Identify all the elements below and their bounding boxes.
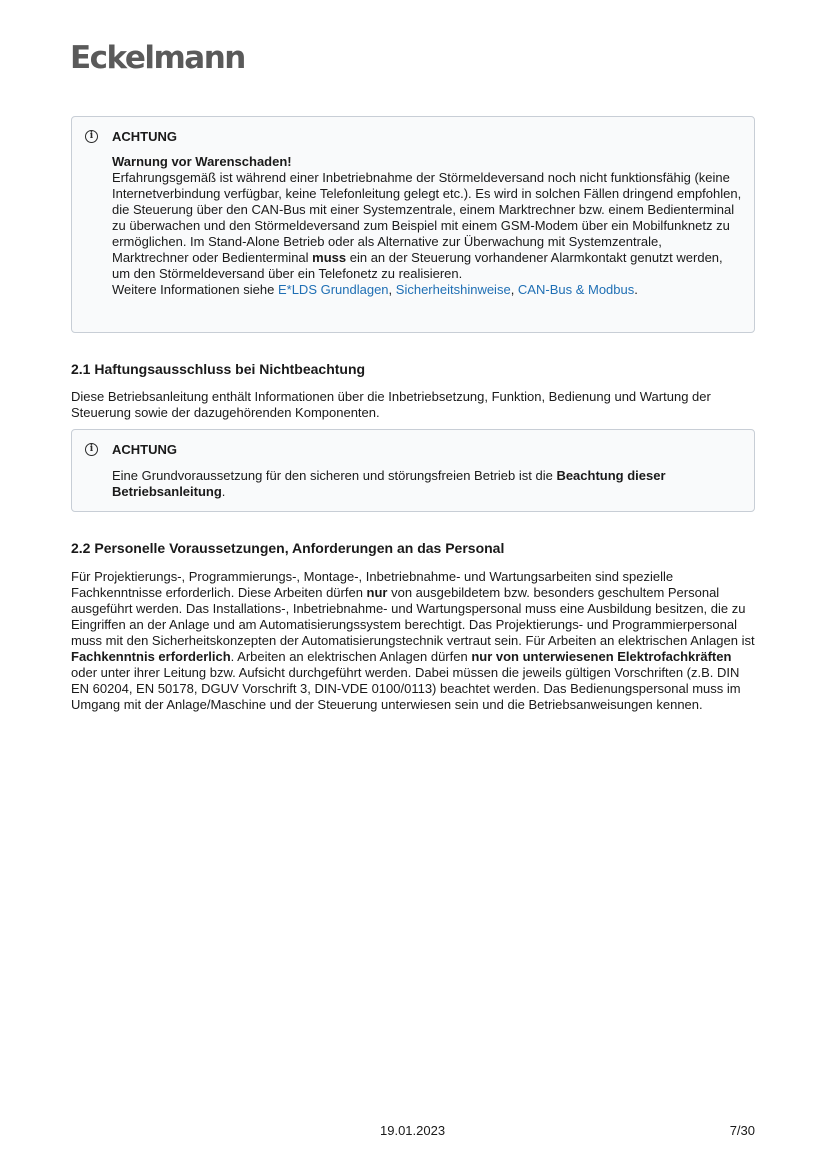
paragraph-bold: nur (366, 585, 388, 600)
section-number: 2.2 (71, 540, 91, 556)
more-info-end: . (634, 282, 638, 297)
section-heading-2-1 (71, 360, 365, 378)
section-title: Haftungsausschluss bei Nichtbeachtung (94, 361, 366, 377)
info-circle-icon: i (85, 130, 98, 143)
callout-text-part: ein an der Steuerung vorhandener Alarmkontakt genutzt werden, um den Störmeldeversand über ein Telefonetz zu realisieren. (112, 250, 723, 281)
callout-text-part: Erfahrungsgemäß ist während einer Inbetriebnahme der Störmeldeversand noch nicht funktionsfähig (keine Internetverbindung verfügbar, keine Telefonleitung gelegt etc.). Es wird in solchen Fällen dringend empfohlen, die Steuerung über den CAN-Bus mit einer Systemzentrale, einem Marktrechner bzw. einem Bedienterminal zu überwachen und den Störmeldeversand zum Beispiel mit einem GSM-Modem über ein Mobilfunknetz zu ermöglichen. Im Stand-Alone Betrieb oder als Alternative zur Überwachung mit Systemzentrale, Marktrechner oder Bedienterminal (112, 170, 742, 265)
paragraph-part: Für Projektierungs-, Programmierungs-, Montage-, Inbetriebnahme- und Wartungsarbeiten sind spezielle Fachkenntnisse erforderlich. Diese Arbeiten dürfen (71, 569, 674, 600)
paragraph-bold: nur von unterwiesenen Elektrofachkräften (471, 649, 732, 664)
paragraph-bold: Fachkenntnis erforderlich (71, 649, 231, 664)
callout-text-bold: Beachtung dieser Betriebsanleitung (112, 468, 666, 499)
callout-more-info (112, 282, 742, 298)
footer-date: 19.01.2023 (380, 1123, 446, 1138)
section-heading-2-2 (71, 539, 504, 557)
callout-body (112, 468, 742, 500)
attention-callout (71, 429, 755, 512)
callout-text-bold: muss (312, 250, 347, 265)
callout-text-part: . (221, 484, 226, 499)
link-separator: , (388, 282, 396, 297)
section-number: 2.1 (71, 361, 91, 377)
callout-text-part: Eine Grundvoraussetzung für den sicheren und störungsfreien Betrieb ist die (112, 468, 557, 483)
link-can-bus-modbus[interactable]: CAN-Bus & Modbus (517, 282, 635, 297)
paragraph-part: oder unter ihrer Leitung bzw. Aufsicht durchgeführt werden. Dabei müssen die jeweils gültigen Vorschriften (z.B. DIN EN 60204, EN 50178, DGUV Vorschrift 3, DIN-VDE 0100/0113) beachtet werden. Das Bedienungspersonal muss im Umgang mit der Anlage/Maschine und der Steuerung unterwiesen sein und die Betriebsanweisungen kennen. (71, 665, 741, 712)
paragraph-part: von ausgebildetem bzw. besonders geschultem Personal ausgeführt werden. Das Installations-, Inbetriebnahme- und Wartungspersonal muss eine Ausbildung besitzen, die zu Eingriffen an der Anlage und am Automatisierungssystem berechtigt. Das Projektierungs- und Programmierpersonal muss mit den Sicherheitskonzepten der Automatisierungstechnik vertraut sein. Für Arbeiten an elektrischen Anlagen ist (71, 585, 755, 648)
callout-title: ACHTUNG (112, 129, 177, 144)
section-title: Personelle Voraussetzungen, Anforderungen an das Personal (94, 540, 505, 556)
footer-page-number: 7/30 (729, 1123, 755, 1138)
callout-body (112, 154, 742, 298)
paragraph-part: . Arbeiten an elektrischen Anlagen dürfen (230, 649, 472, 664)
callout-subtitle: Warnung vor Warenschaden! (112, 154, 292, 169)
logo: Eckelmann (70, 40, 245, 76)
section-paragraph: Diese Betriebsanleitung enthält Informationen über die Inbetriebsetzung, Funktion, Bedienung und Wartung der Steuerung sowie der dazugehörenden Komponenten. (71, 389, 711, 420)
link-sicherheitshinweise[interactable]: Sicherheitshinweise (395, 282, 511, 297)
callout-text (112, 170, 742, 282)
section-paragraph (71, 569, 761, 713)
more-info-prefix: Weitere Informationen siehe (112, 282, 278, 297)
info-circle-icon: i (85, 443, 98, 456)
callout-title: ACHTUNG (112, 442, 177, 457)
link-separator: , (510, 282, 518, 297)
warning-callout (71, 116, 755, 333)
link-elds-grundlagen[interactable]: E*LDS Grundlagen (277, 282, 389, 297)
